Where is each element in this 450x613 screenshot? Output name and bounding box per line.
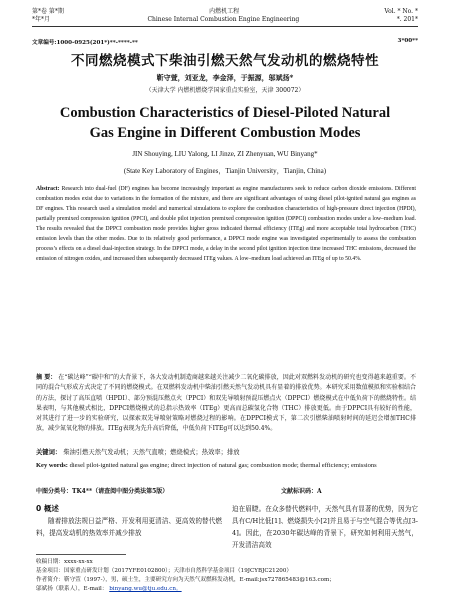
english-abstract [36, 184, 416, 264]
body-left-column [36, 503, 222, 539]
english-keywords [36, 461, 416, 471]
footnote-corresponding [36, 585, 422, 594]
english-affiliation: (State Key Laboratory of Engines，Tianjin University，Tianjin, China) [123, 167, 327, 175]
classification-row [36, 486, 416, 495]
journal-header [32, 8, 418, 27]
footnotes [36, 558, 422, 594]
footnote-corresponding-label: 邬斌扬（联系人），E-mail： [36, 586, 108, 592]
footnote-fund: 基金项目：国家重点研发计划（2017YFE0102800）；天津市自然科学基金项目（19JCYBJC21200） [36, 568, 292, 574]
english-title [0, 103, 450, 143]
article-meta [32, 38, 418, 46]
journal-name-en: Chinese Internal Combustion Engine Engineering [147, 16, 300, 23]
english-keywords-label: Key words: [36, 462, 68, 469]
footnote-received: 收稿日期：xxxx-xx-xx [36, 559, 93, 565]
corresponding-email-link[interactable]: binyang.wu@tju.edu.cn。 [109, 586, 182, 592]
chinese-affiliation: （天津大学 内燃机燃烧学国家重点实验室，天津 300072） [145, 87, 305, 94]
chinese-abstract [36, 373, 416, 435]
english-keywords-text: diesel pilot-ignited natural gas engine; direct injection of natural gas; combustion mode; thermal efficiency; emissions [69, 462, 377, 469]
chinese-keywords [36, 448, 416, 458]
english-title-line-2: Gas Engine in Different Combustion Modes [89, 125, 361, 141]
english-abstract-label: Abstract: [36, 186, 60, 192]
body-paragraph-left: 随着排放法规日益严格、开发利用更清洁、更高效的替代燃料，提高发动机的热效率并减少排放 [36, 517, 222, 537]
body-paragraph-right: 迫在眉睫。在众多替代燃料中，天然气具有显著的优势，因为它具有C/H比低[1]、燃烧损失小[2]并且易于与空气混合等优点[3-4]。因此，在2030年碳达峰的背景下，研究如何利用天然气，开发清洁高效 [232, 505, 418, 549]
document-code: 文献标识码：A [281, 488, 322, 495]
body-right-column [232, 503, 418, 551]
volume-issue-en: Vol. * No. * [384, 8, 418, 15]
journal-name-cn: 内燃机工程 [209, 8, 240, 15]
header-rule [32, 26, 418, 27]
chinese-title: 不同燃烧模式下柴油引燃天然气发动机的燃烧特性 [71, 53, 379, 69]
chinese-abstract-text: 在“碳达峰”“碳中和”的大背景下，各大发动机制造商越来越关注减少二氧化碳排放，因此对双燃料发动机的研究也变得越来越重要。不同的混合气形成方式决定了不同的燃烧模式。在双燃料发动机中柴油引燃天然气发动机具有显着的排放优势。本研究采用数值模拟和实验相结合的方法，探讨了高压直喷（HPDI）、部分预混压燃点火（PPCI）和双先导喷射预混压燃点火（DPPCI）燃烧模式在中低负荷下的燃烧特性。结果表明，与其他模式相比，DPPCI燃烧模式的总指示热效率（ITEg）更高而总碳氢化合物（THC）排放更低。由于DPPCI具有较好的性能，对其进行了进一步的实验研究，以探索双先导喷射策略对燃烧过程的影响。在DPPCI模式下，第二次引燃柴油喷射时间的延迟会增加THC排放，减少氮氧化物的排放。ITEg表现为先升高后降低，中低负荷下ITEg可以达到50.4%。 [36, 374, 416, 433]
volume-issue-cn: 第*卷 第*期 [32, 8, 64, 15]
chinese-keywords-text: 柴油引燃天然气发动机；天然气直喷；燃烧模式；热效率；排放 [63, 449, 240, 456]
footnote-author-info: 作者简介：靳守萱（1997-），男，硕士生，主要研究方向为天然气双燃料发动机，E-mail:jsx727865483@163.com； [36, 577, 335, 583]
clc-number: 中图分类号：TK4**（请查阅中图分类法第5版） [36, 488, 169, 495]
section-title: 0 概述 [36, 504, 59, 513]
date-cn: *年*月 [32, 16, 51, 23]
footnote-rule [36, 554, 126, 555]
chinese-keywords-label: 关键词： [36, 449, 62, 456]
chinese-abstract-label: 摘 要： [36, 374, 57, 381]
article-code: 3*00** [397, 38, 418, 44]
english-abstract-text: Research into dual-fuel (DF) engines has become increasingly important as engine manufacturers seek to reduce carbon dioxide emissions. Different combustion modes exist due to variations in the formation of the mixture, and there are significant advantages of using diesel pilot-ignited natural gas engines as DF engines. This research used a simulation model and numerical simulations to explore the combustion characteristics of high-pressure direct injection (HPDI), partially premixed compression ignition (PPCI), and double pilot injection premixed compression ignition (DPPCI) combustion modes under a low–medium load. The results revealed that the DPPCI combustion mode provides higher gross indicated thermal efficiency (ITEg) and more acceptable total hydrocarbon (THC) emission levels than the other modes. Due to its relatively good performance, a DPPCI mode engine was investigated experimentally to assess the combustion process’s effects on a diesel dual-injection strategy. In the DPPCI mode, a delay in the second pilot ignition injection time increased THC emissions, decreased the emission of nitrogen oxides, and increased then subsequently decreased ITEg values. A low–medium load achieved an ITEg of up to 50.4%. [36, 186, 416, 262]
english-title-line-1: Combustion Characteristics of Diesel-Piloted Natural [59, 105, 391, 121]
article-number: 文章编号:1000-0925(201*)**-****-** [32, 40, 138, 46]
date-en: *. 201* [396, 16, 418, 23]
chinese-authors: 靳守萱，刘亚龙，李金泽，于振源，邬斌扬* [156, 73, 294, 82]
english-authors: JIN Shouying, LIU Yalong, LI Jinze, ZI Zhenyuan, WU Binyang* [132, 150, 318, 158]
